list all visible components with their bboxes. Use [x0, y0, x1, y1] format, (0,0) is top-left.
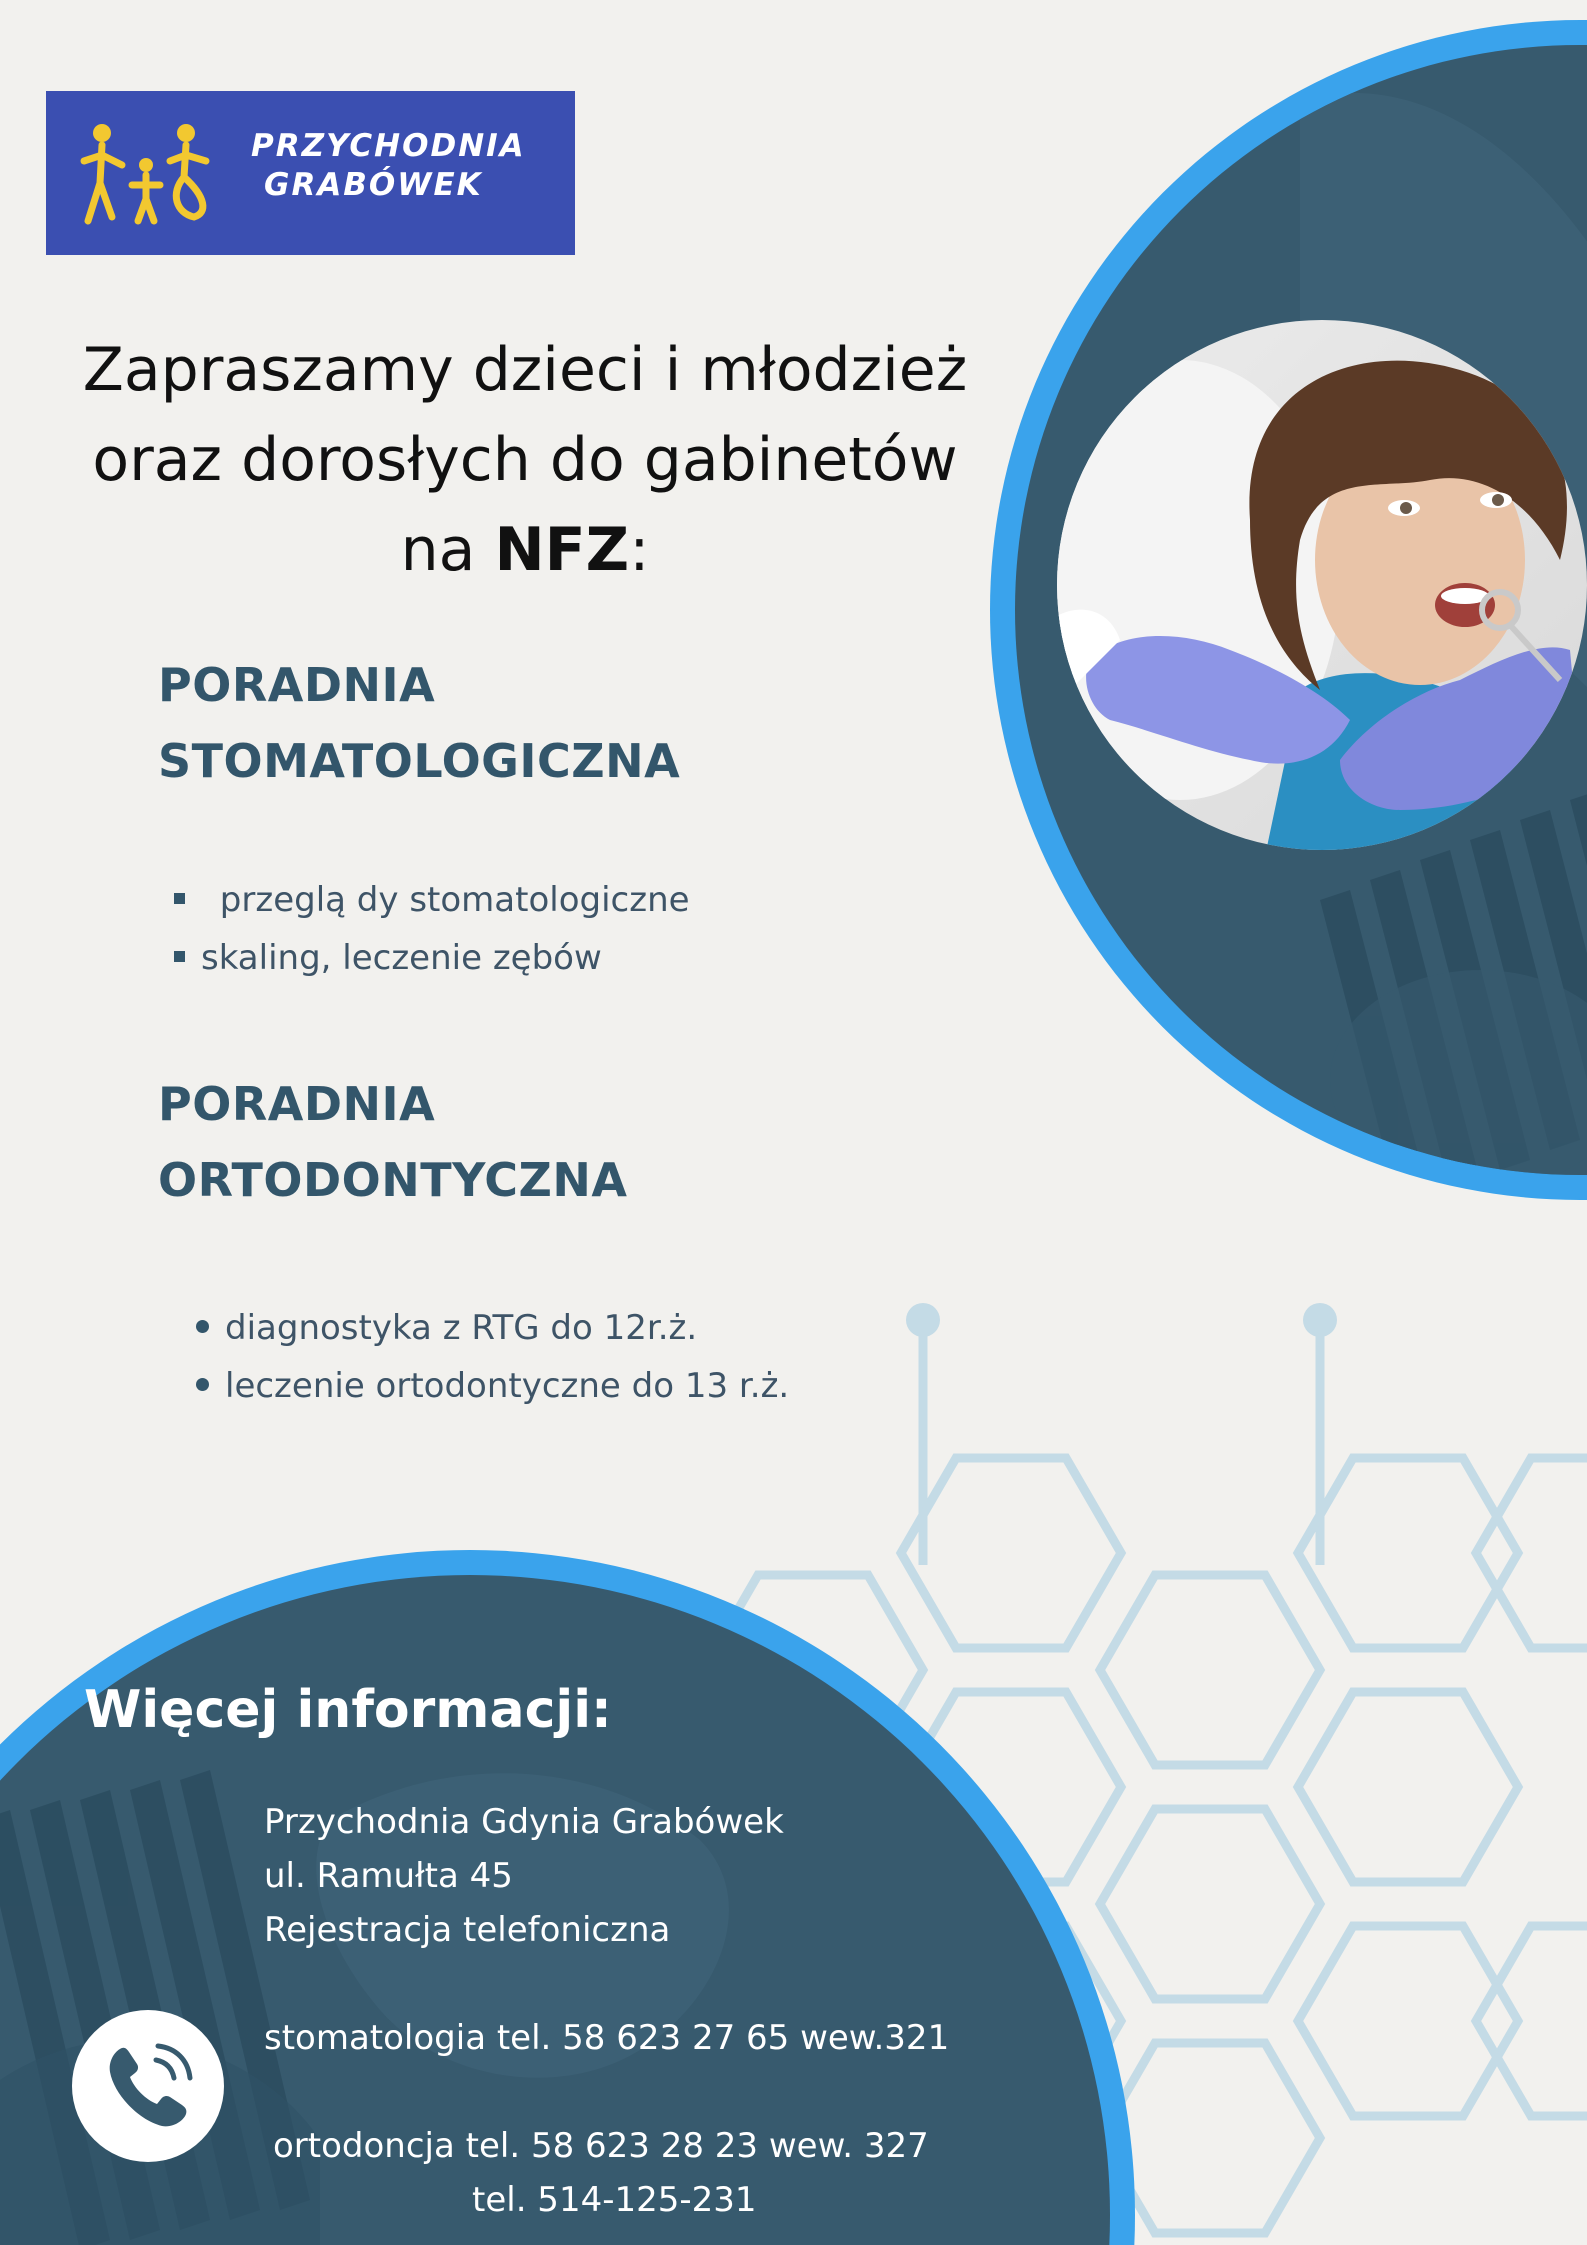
square-bullet-icon [174, 893, 185, 904]
clinic-name: Przychodnia Gdynia Grabówek [264, 1802, 784, 1842]
registration-label: Rejestracja telefoniczna [264, 1910, 671, 1950]
list-item-text: skaling, leczenie zębów [201, 938, 602, 978]
section-title-line1: PORADNIA [158, 658, 436, 712]
more-info-title: Więcej informacji: [84, 1680, 612, 1740]
list-item [196, 1366, 789, 1406]
page-heading [40, 325, 1010, 595]
phone-button[interactable] [72, 2010, 224, 2162]
section-title-orthodontics [158, 1066, 628, 1218]
mobile-phone[interactable]: tel. 514-125-231 [472, 2180, 757, 2220]
section-title-line2: STOMATOLOGICZNA [158, 734, 681, 788]
dentistry-phone[interactable]: stomatologia tel. 58 623 27 65 wew.321 [264, 2018, 950, 2058]
clinic-logo [46, 91, 575, 255]
heading-line1: Zapraszamy dzieci i młodzież [82, 335, 968, 405]
section-title-line2: ORTODONTYCZNA [158, 1153, 628, 1207]
list-item-text: leczenie ortodontyczne do 13 r.ż. [225, 1366, 790, 1406]
heading-nfz: NFZ [494, 515, 630, 585]
logo-text-line2: GRABÓWEK [264, 167, 483, 203]
heading-line3-prefix: na [400, 515, 495, 585]
heading-line2: oraz dorosłych do gabinetów [92, 425, 958, 495]
list-item [196, 1308, 697, 1348]
heading-line3-suffix: : [629, 515, 650, 585]
round-bullet-icon [196, 1378, 209, 1391]
list-item-text: przeglą dy stomatologiczne [209, 880, 690, 920]
section-title-line1: PORADNIA [158, 1077, 436, 1131]
heading-line3 [40, 505, 1010, 595]
round-bullet-icon [196, 1320, 209, 1333]
section-title-dentistry [158, 647, 680, 799]
square-bullet-icon [174, 951, 185, 962]
phone-icon [100, 2038, 196, 2134]
list-item [174, 880, 690, 920]
list-item-text: diagnostyka z RTG do 12r.ż. [225, 1308, 698, 1348]
logo-text-line1: PRZYCHODNIA [251, 128, 526, 164]
list-item [174, 938, 602, 978]
orthodontics-phone[interactable]: ortodoncja tel. 58 623 28 23 wew. 327 [273, 2126, 929, 2166]
clinic-address: ul. Ramułta 45 [264, 1856, 513, 1896]
family-sun-logo-icon [74, 113, 224, 233]
